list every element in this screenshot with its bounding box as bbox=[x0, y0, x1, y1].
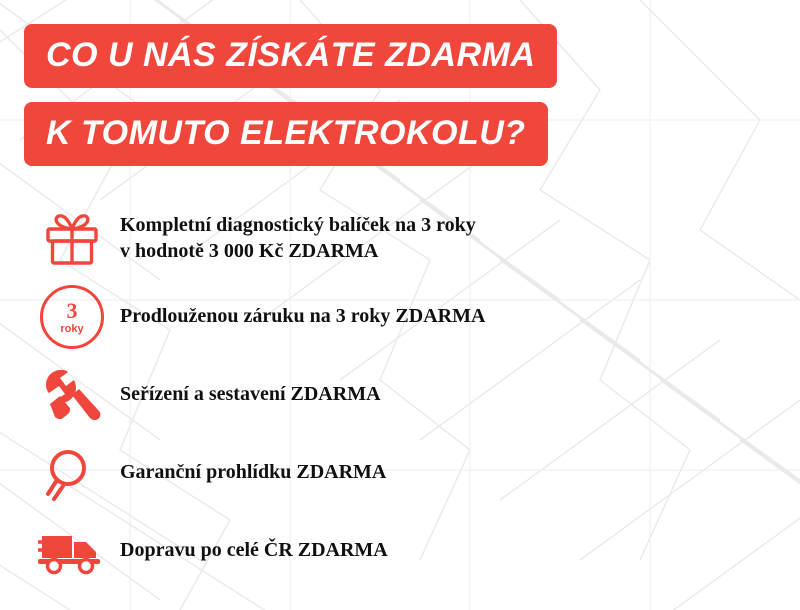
benefit-text bbox=[120, 538, 408, 564]
benefit-text-line-1: Garanční prohlídku ZDARMA bbox=[120, 461, 387, 484]
benefits-list bbox=[24, 200, 800, 590]
warranty-badge-icon bbox=[24, 285, 120, 349]
benefit-item bbox=[24, 278, 800, 356]
benefit-text bbox=[120, 460, 406, 486]
magnifier-icon bbox=[24, 444, 120, 502]
headline-line-2: K TOMUTO ELEKTROKOLU? bbox=[24, 102, 548, 166]
benefit-text bbox=[120, 213, 496, 264]
benefit-item bbox=[24, 200, 800, 278]
benefit-text-line-1: Prodlouženou záruku na 3 roky ZDARMA bbox=[120, 305, 486, 328]
headline-block bbox=[24, 24, 800, 166]
delivery-van-icon bbox=[24, 526, 120, 576]
benefit-text-line-1: Kompletní diagnostický balíček na 3 roky bbox=[120, 214, 476, 237]
benefit-text-line-1: Seřízení a sestavení ZDARMA bbox=[120, 383, 381, 406]
headline-line-1: CO U NÁS ZÍSKÁTE ZDARMA bbox=[24, 24, 557, 88]
benefit-item bbox=[24, 512, 800, 590]
benefit-text bbox=[120, 304, 505, 330]
benefit-text-line-1: Dopravu po celé ČR ZDARMA bbox=[120, 539, 388, 562]
benefit-text bbox=[120, 382, 401, 408]
benefit-item bbox=[24, 434, 800, 512]
benefit-text-line-2: v hodnotě 3 000 Kč ZDARMA bbox=[120, 240, 379, 262]
gift-icon bbox=[24, 210, 120, 268]
warranty-badge-word: roky bbox=[60, 322, 84, 335]
wrench-icon bbox=[24, 364, 120, 426]
warranty-badge-number: 3 bbox=[66, 297, 78, 323]
benefit-item bbox=[24, 356, 800, 434]
warranty-badge bbox=[40, 285, 104, 349]
